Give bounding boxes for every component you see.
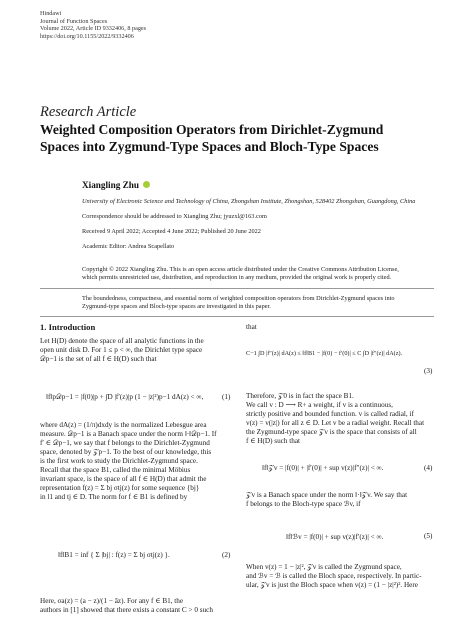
body-line: We call v : D ⟶ R+ a weight, if v is a continuous, (246, 401, 393, 409)
dates: Received 9 April 2022; Accepted 4 June 2022; Published 20 June 2022 (82, 228, 261, 235)
body-line: that (246, 323, 257, 331)
body-line: strictly positive and bounded function. v is called radial, if (246, 410, 414, 418)
right-column-cont (246, 392, 424, 446)
equation-5: ‖f‖ℬv = |f(0)| + sup v(z)|f′(z)| < ∞. (286, 533, 384, 541)
author-line (82, 180, 150, 190)
title-line: Spaces into Zygmund-Type Spaces and Bloch-Type Spaces (40, 138, 379, 154)
right-column (246, 323, 257, 332)
body-line: space, denoted by 𝒵p−1. To the best of our knowledge, this (40, 448, 212, 456)
section-heading: 1. Introduction (40, 322, 96, 332)
body-line: f ∈ H(D) such that (246, 437, 301, 445)
equation-2: ‖f‖B1 = inf { Σ |bj| : f(z) = Σ bj σtj(z) }. (58, 551, 170, 559)
body-line: open unit disk D. For 1 ≤ p < ∞, the Dirichlet type space (40, 346, 203, 354)
license-block (82, 266, 442, 283)
abstract (82, 295, 395, 312)
body-line: measure. 𝒟p−1 is a Banach space under the norm ‖·‖𝒟p−1. If (40, 430, 217, 438)
left-column-end (40, 597, 213, 615)
journal-name: Journal of Function Spaces (40, 17, 108, 25)
equation-number: (3) (424, 367, 433, 375)
body-line: When v(z) = 1 − |z|², 𝒵v is called the Zygmund space, (246, 563, 402, 571)
body-line: v(z) = v(|z|) for all z ∈ D. Let v be a radial weight. Recall that (246, 419, 425, 427)
body-line: 𝒵v is a Banach space under the norm ‖·‖𝒵v. We say that (246, 491, 408, 499)
body-line: representation f(z) = Σ bj σtj(z) for some sequence {bj} (40, 484, 200, 492)
equation-3: C−1 ∫D |f″(z)| dA(z) ≤ ‖f‖B1 − |f(0) − f′(0)| ≤ C ∫D |f″(z)| dA(z). (246, 350, 403, 357)
equation-1: ‖f‖p𝒟p−1 = |f(0)|p + ∫D |f′(z)|p (1 − |z|²)p−1 dA(z) < ∞, (46, 393, 204, 401)
volume-info: Volume 2022, Article ID 9332406, 8 pages (40, 25, 147, 33)
license-line: Copyright © 2022 Xiangling Zhu. This is an open access article distributed under the Creative Commons Attribution License, (82, 266, 399, 273)
equation-number: (2) (222, 551, 231, 559)
body-line: ular, 𝒵v is just the Bloch space when v(z) = (1 − |z|²)². Here (246, 581, 418, 589)
author-name[interactable]: Xiangling Zhu (82, 180, 139, 190)
publisher-name: Hindawi (40, 10, 62, 17)
publisher-block (40, 10, 146, 40)
abstract-line: The boundedness, compactness, and essential norm of weighted composition operators from Dirichlet-Zygmund spaces into (82, 295, 395, 302)
body-line: and ℬv = ℬ is called the Bloch space, respectively. In partic- (246, 572, 422, 580)
body-line: in l1 and tj ∈ D. The norm for f ∈ B1 is defined by (40, 493, 188, 501)
body-line: the Zygmund-type space 𝒵v is the space that consists of all (246, 428, 417, 436)
equation-number: (4) (424, 464, 433, 472)
license-line: which permits unrestricted use, distribution, and reproduction in any medium, provided the original work is properly cited. (82, 274, 392, 282)
body-line: is the first work to study the Dirichlet-Zygmund space. (40, 457, 198, 465)
divider (40, 316, 434, 317)
equation-4: ‖f‖𝒵v = |f(0)| + |f′(0)| + sup v(z)|f″(z)| < ∞. (262, 464, 384, 472)
title-line: Weighted Composition Operators from Dirichlet-Zygmund (40, 122, 384, 137)
left-column-cont (40, 421, 217, 502)
body-line: f′ ∈ 𝒟p−1, we say that f belongs to the Dirichlet-Zygmund (40, 439, 210, 447)
body-line: f belongs to the Bloch-type space ℬv, if (246, 500, 361, 508)
affiliation: University of Electronic Science and Technology of China, Zhongshan Institute, Zhongshan, 528402 Zhongshan, Guangdong, China (82, 198, 416, 205)
right-column-end (246, 563, 422, 590)
body-line: Recall that the space B1, called the minimal Möbius (40, 466, 191, 474)
correspondence: Correspondence should be addressed to Xiangling Zhu; jyuzxl@163.com (82, 213, 267, 220)
divider (40, 288, 434, 289)
left-column (40, 323, 204, 364)
paper-title (40, 122, 440, 155)
doi-link[interactable]: https://doi.org/10.1155/2022/9332406 (40, 32, 134, 40)
body-line: where dA(z) = (1/π)dxdy is the normalized Lebesgue area (40, 421, 207, 429)
academic-editor: Academic Editor: Andrea Scapellato (82, 243, 175, 250)
body-line: invariant space, is the space of all f ∈ H(D) that admit the (40, 475, 207, 483)
body-line: Let H(D) denote the space of all analytic functions in the (40, 337, 204, 345)
equation-number: (5) (424, 532, 433, 540)
abstract-line: Zygmund-type spaces and Bloch-type spaces are investigated in this paper. (82, 303, 271, 311)
orcid-icon[interactable] (143, 181, 150, 188)
body-line: Therefore, 𝒵0 is in fact the space B1. (246, 392, 354, 400)
body-line: authors in [1] showed that there exists a constant C > 0 such (40, 606, 213, 614)
right-column-mid (246, 491, 407, 509)
body-line: Here, σa(z) = (a − z)/(1 − āz). For any f ∈ B1, the (40, 597, 184, 605)
article-kind: Research Article (40, 104, 137, 120)
body-line: 𝒟p−1 is the set of all f ∈ H(D) such that (40, 355, 157, 363)
equation-number: (1) (222, 393, 231, 401)
